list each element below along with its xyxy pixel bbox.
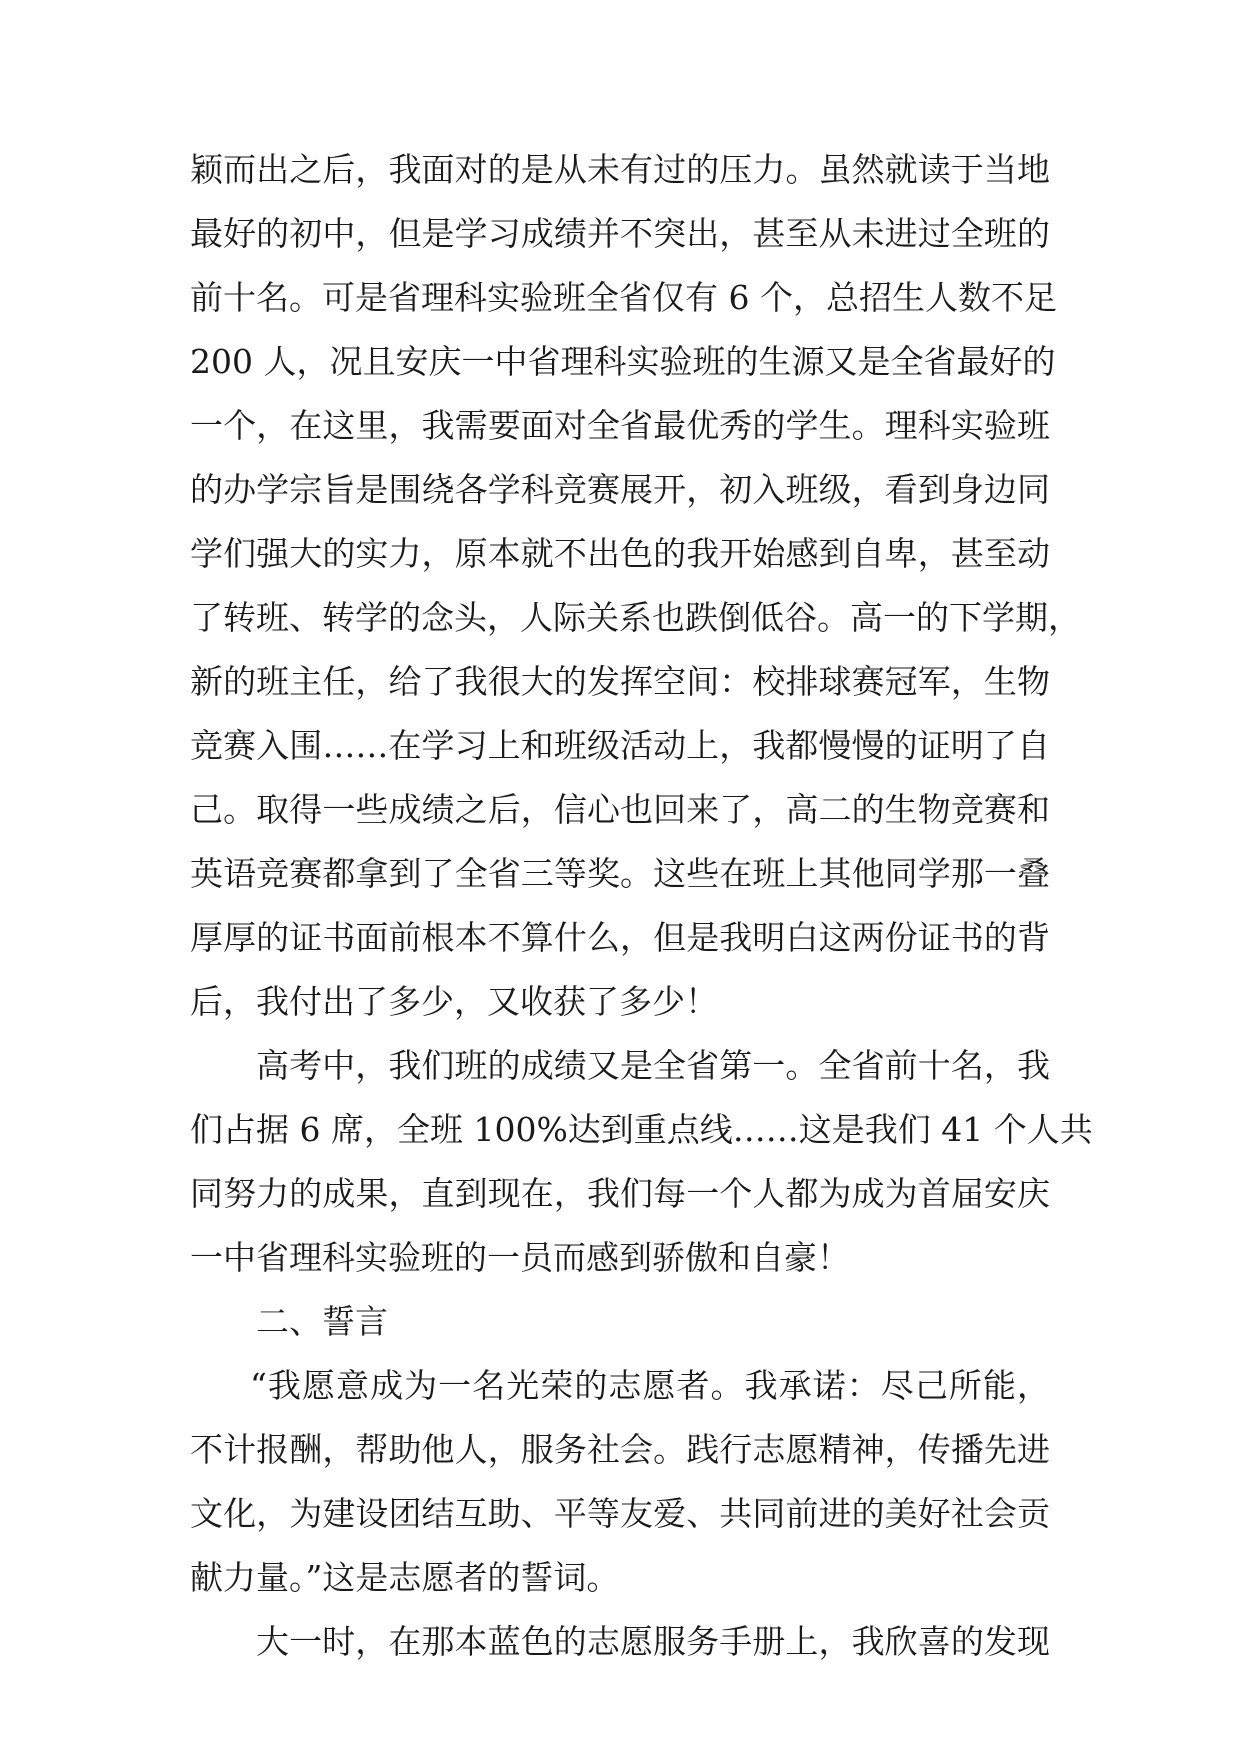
text-line: 献力量。”这是志愿者的誓词。 bbox=[190, 1558, 620, 1597]
text-line: 一中省理科实验班的一员而感到骄傲和自豪！ bbox=[190, 1238, 850, 1277]
text-line: 们占据 6 席，全班 100%达到重点线……这是我们 41 个人共 bbox=[190, 1110, 1093, 1149]
text-line: 文化，为建设团结互助、平等友爱、共同前进的美好社会贡 bbox=[190, 1494, 1050, 1533]
text-line: 不计报酬，帮助他人，服务社会。践行志愿精神，传播先进 bbox=[190, 1430, 1050, 1469]
text-line: 学们强大的实力，原本就不出色的我开始感到自卑，甚至动 bbox=[190, 534, 1050, 573]
text-line: 颖而出之后，我面对的是从未有过的压力。虽然就读于当地 bbox=[190, 150, 1050, 189]
text-line: 前十名。可是省理科实验班全省仅有 6 个，总招生人数不足 bbox=[190, 278, 1057, 317]
text-line: “我愿意成为一名光荣的志愿者。我承诺：尽己所能， bbox=[250, 1366, 1050, 1405]
section-heading: 二、誓言 bbox=[256, 1302, 388, 1341]
text-line: 后，我付出了多少，又收获了多少！ bbox=[190, 982, 718, 1021]
text-line: 最好的初中，但是学习成绩并不突出，甚至从未进过全班的 bbox=[190, 214, 1050, 253]
text-line: 高考中，我们班的成绩又是全省第一。全省前十名，我 bbox=[256, 1046, 1050, 1085]
text-line: 厚厚的证书面前根本不算什么，但是我明白这两份证书的背 bbox=[190, 918, 1050, 957]
text-line: 200 人，况且安庆一中省理科实验班的生源又是全省最好的 bbox=[190, 342, 1056, 381]
text-line: 了转班、转学的念头，人际关系也跌倒低谷。高一的下学期， bbox=[190, 598, 1081, 637]
text-line: 大一时，在那本蓝色的志愿服务手册上，我欣喜的发现 bbox=[256, 1622, 1050, 1661]
body-text bbox=[190, 138, 1093, 1674]
text-line: 英语竞赛都拿到了全省三等奖。这些在班上其他同学那一叠 bbox=[190, 854, 1050, 893]
text-line: 同努力的成果，直到现在，我们每一个人都为成为首届安庆 bbox=[190, 1174, 1050, 1213]
text-line: 新的班主任，给了我很大的发挥空间：校排球赛冠军，生物 bbox=[190, 662, 1050, 701]
text-line: 一个，在这里，我需要面对全省最优秀的学生。理科实验班 bbox=[190, 406, 1050, 445]
text-line: 的办学宗旨是围绕各学科竞赛展开，初入班级，看到身边同 bbox=[190, 470, 1050, 509]
text-line: 竞赛入围……在学习上和班级活动上，我都慢慢的证明了自 bbox=[190, 726, 1050, 765]
text-line: 己。取得一些成绩之后，信心也回来了，高二的生物竞赛和 bbox=[190, 790, 1050, 829]
